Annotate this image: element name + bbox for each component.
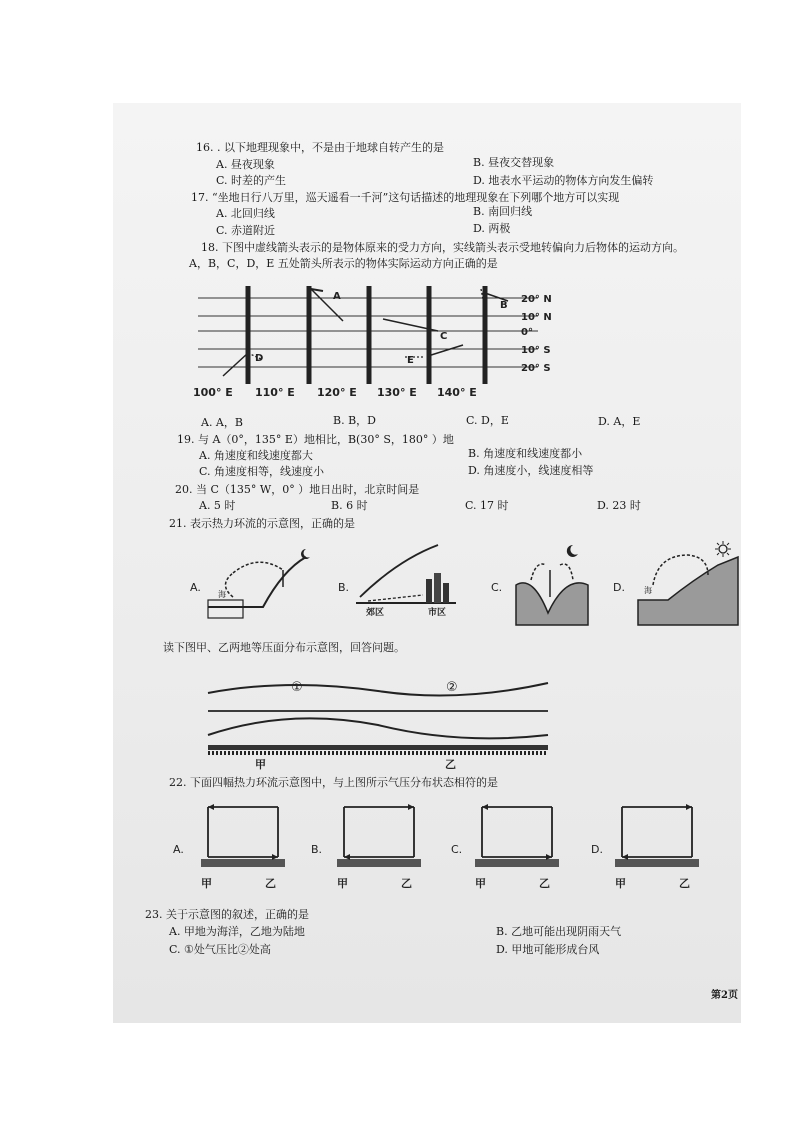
q22-jia: 甲 bbox=[615, 877, 626, 890]
q20-option-b: B. 6 时 bbox=[331, 499, 368, 512]
q22-option-label: C. bbox=[451, 843, 463, 856]
q18-lon-label: 100° E bbox=[193, 386, 233, 399]
q18-lat-label: 10° N bbox=[521, 312, 552, 323]
q17-stem: 17. “坐地日行八万里，巡天遥看一千河”这句话描述的地理现象在下列哪个地方可以实现 bbox=[191, 191, 620, 204]
q18-point-a: A bbox=[333, 291, 341, 302]
ground-label-yi: 乙 bbox=[445, 758, 456, 771]
q21-stem: 21. 表示热力环流的示意图，正确的是 bbox=[169, 517, 355, 530]
q23-option-c: C. ①处气压比②处高 bbox=[169, 943, 271, 956]
q22-yi: 乙 bbox=[401, 877, 412, 890]
q22-figures bbox=[173, 795, 733, 895]
q22-option-label: A. bbox=[173, 843, 184, 856]
q22-yi: 乙 bbox=[679, 877, 690, 890]
q17-option-d: D. 两极 bbox=[473, 222, 511, 235]
q23-option-d: D. 甲地可能形成台风 bbox=[496, 943, 600, 956]
q18-figure-grid bbox=[193, 281, 573, 401]
page-number: 第2页 bbox=[711, 990, 738, 1001]
q18-lon-label: 120° E bbox=[317, 386, 357, 399]
isobar-figure bbox=[203, 673, 553, 773]
q18-point-e: E bbox=[407, 355, 414, 366]
q22-stem: 22. 下面四幅热力环流示意图中，与上图所示气压分布状态相符的是 bbox=[169, 776, 498, 789]
q23-option-b: B. 乙地可能出现阴雨天气 bbox=[496, 925, 622, 938]
q19-option-b: B. 角速度和线速度都小 bbox=[468, 447, 583, 460]
q22-jia: 甲 bbox=[337, 877, 348, 890]
q22-option-label: D. bbox=[591, 843, 603, 856]
q23-stem: 23. 关于示意图的叙述，正确的是 bbox=[145, 908, 309, 921]
q21-option-label: D. bbox=[613, 581, 625, 594]
q22-jia: 甲 bbox=[201, 877, 212, 890]
q18-lon-label: 140° E bbox=[437, 386, 477, 399]
q16-option-a: A. 昼夜现象 bbox=[216, 158, 275, 171]
q23-option-a: A. 甲地为海洋，乙地为陆地 bbox=[169, 925, 305, 938]
q21-figures bbox=[188, 535, 741, 630]
q22-yi: 乙 bbox=[265, 877, 276, 890]
q17-option-c: C. 赤道附近 bbox=[216, 224, 276, 237]
q18-point-b: B bbox=[500, 300, 508, 311]
q18-lat-label: 10° S bbox=[521, 345, 551, 356]
q19-option-a: A. 角速度和线速度都大 bbox=[199, 449, 313, 462]
q19-option-d: D. 角速度小，线速度相等 bbox=[468, 464, 594, 477]
q20-option-a: A. 5 时 bbox=[199, 499, 236, 512]
q18-lat-label: 0° bbox=[521, 327, 533, 338]
q20-option-d: D. 23 时 bbox=[597, 499, 641, 512]
read-instruction: 读下图甲、乙两地等压面分布示意图，回答问题。 bbox=[163, 641, 405, 654]
q21-sea-label: 海 bbox=[644, 586, 652, 595]
isobar-label-1: ① bbox=[291, 680, 303, 695]
exam-sheet bbox=[113, 103, 741, 1023]
q18-lat-label: 20° S bbox=[521, 363, 551, 374]
q18-option-d: D. A，E bbox=[598, 415, 641, 428]
q22-option-label: B. bbox=[311, 843, 323, 856]
q18-point-d: D bbox=[255, 353, 264, 364]
q17-option-a: A. 北回归线 bbox=[216, 207, 275, 220]
q22-yi: 乙 bbox=[539, 877, 550, 890]
q16-option-d: D. 地表水平运动的物体方向发生偏转 bbox=[473, 174, 654, 187]
q18-option-c: C. D，E bbox=[466, 414, 509, 427]
q21-option-label: A. bbox=[190, 581, 201, 594]
q18-option-a: A. A，B bbox=[201, 416, 243, 429]
q21-option-label: C. bbox=[491, 581, 503, 594]
q19-option-c: C. 角速度相等，线速度小 bbox=[199, 465, 325, 478]
q18-point-c: C bbox=[440, 331, 448, 342]
isobar-label-2: ② bbox=[446, 680, 458, 695]
q21-city-label: 市区 bbox=[428, 608, 447, 618]
q16-option-b: B. 昼夜交替现象 bbox=[473, 156, 555, 169]
q21-suburb-label: 郊区 bbox=[366, 608, 385, 618]
q21-option-label: B. bbox=[338, 581, 350, 594]
q22-jia: 甲 bbox=[475, 877, 486, 890]
q20-stem: 20. 当 C（135° W，0° ）地日出时，北京时间是 bbox=[175, 483, 420, 496]
q16-option-c: C. 时差的产生 bbox=[216, 174, 287, 187]
q16-stem: 16. . 以下地理现象中，不是由于地球自转产生的是 bbox=[196, 141, 444, 154]
q21-sea-label: 海 bbox=[218, 590, 226, 599]
q18-lat-label: 20° N bbox=[521, 294, 552, 305]
q18-lon-label: 110° E bbox=[255, 386, 295, 399]
q18-lon-label: 130° E bbox=[377, 386, 417, 399]
ground-label-jia: 甲 bbox=[255, 758, 266, 771]
q20-option-c: C. 17 时 bbox=[465, 499, 509, 512]
q17-option-b: B. 南回归线 bbox=[473, 205, 533, 218]
q18-option-b: B. B，D bbox=[333, 414, 376, 427]
q18-stem-line1: 18. 下图中虚线箭头表示的是物体原来的受力方向，实线箭头表示受地转偏向力后物体的运动方向。 bbox=[201, 241, 684, 254]
q18-stem-line2: A，B，C，D，E 五处箭头所表示的物体实际运动方向正确的是 bbox=[189, 257, 498, 270]
q19-stem: 19. 与 A（0°，135° E）地相比，B(30° S，180° ）地 bbox=[177, 433, 454, 446]
